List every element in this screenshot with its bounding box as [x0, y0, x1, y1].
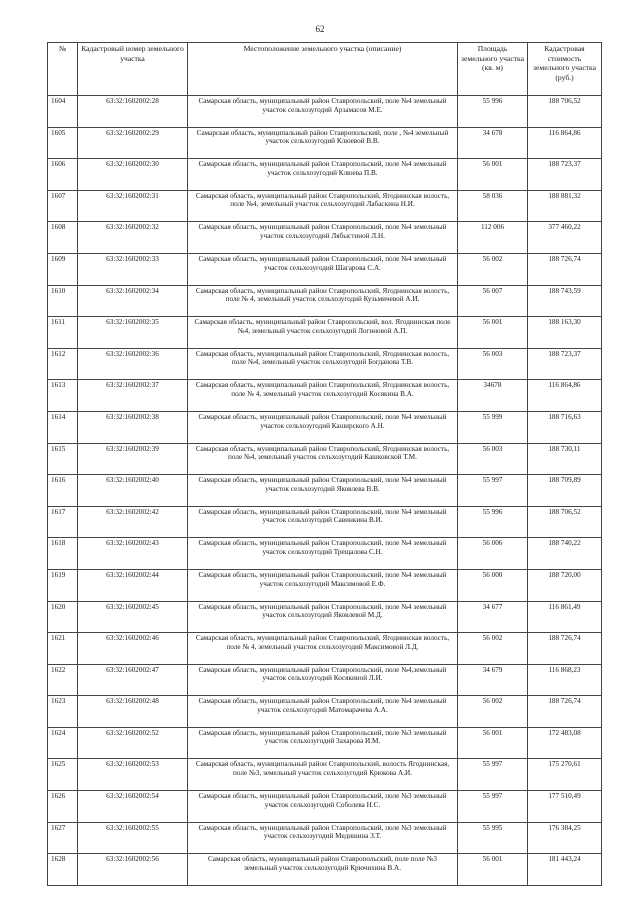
cadastral-cost: 188 706,52 — [528, 96, 602, 128]
cadastral-number: 63:32:1602002:48 — [78, 696, 188, 728]
table-row — [48, 791, 602, 823]
area-value: 55 999 — [458, 411, 528, 443]
table-row — [48, 601, 602, 633]
cadastral-number: 63:32:1602002:39 — [78, 443, 188, 475]
cadastral-cost: 188 720,00 — [528, 569, 602, 601]
area-value: 55 997 — [458, 475, 528, 507]
cadastral-cost: 188 163,30 — [528, 317, 602, 349]
row-number: 1624 — [48, 727, 78, 759]
cadastral-number: 63:32:1602002:34 — [78, 285, 188, 317]
cadastral-number: 63:32:1602002:52 — [78, 727, 188, 759]
table-row — [48, 759, 602, 791]
cadastral-number: 63:32:1602002:43 — [78, 538, 188, 570]
table-row — [48, 96, 602, 128]
area-value: 34678 — [458, 380, 528, 412]
cadastral-cost: 188 706,52 — [528, 506, 602, 538]
header-cost: Кадастровая стоимость земельного участка (руб.) — [528, 43, 602, 96]
cadastral-cost: 188 726,74 — [528, 696, 602, 728]
area-value: 56 001 — [458, 727, 528, 759]
location-description: Самарская область, муниципальный район Ставропольский, Ягоднинская волость, поле № 4, земельный участок сельхозугодий Максимовой Л.Д. — [188, 633, 458, 665]
header-num: № — [48, 43, 78, 96]
cadastral-number: 63:32:1602002:40 — [78, 475, 188, 507]
location-description: Самарская область, муниципальный район Ставропольский, поле №4 земельный участок сельхозугодий Арзамасов М.Е. — [188, 96, 458, 128]
area-value: 56 001 — [458, 317, 528, 349]
table-row — [48, 633, 602, 665]
location-description: Самарская область, муниципальный район Ставропольский, вол. Ягоднинская поле №4, земельный участок сельхозугодий Логиновой А.П. — [188, 317, 458, 349]
location-description: Самарская область, муниципальный район Ставропольский, поле №3 земельный участок сельхозугодий Соболева Н.С. — [188, 791, 458, 823]
location-description: Самарская область, муниципальный район Ставропольский, поле №3 земельный участок сельхозугодий Медишина З.Т. — [188, 822, 458, 854]
table-row — [48, 222, 602, 254]
cadastral-number: 63:32:1602002:45 — [78, 601, 188, 633]
cadastral-cost: 188 723,37 — [528, 348, 602, 380]
location-description: Самарская область, муниципальный район Ставропольский, поле поле №3 земельный участок сельхозугодий Крючихина В.А. — [188, 854, 458, 886]
table-row — [48, 159, 602, 191]
table-row — [48, 443, 602, 475]
row-number: 1620 — [48, 601, 78, 633]
area-value: 56 001 — [458, 159, 528, 191]
cadastral-number: 63:32:1602002:37 — [78, 380, 188, 412]
cadastral-number: 63:32:1602002:38 — [78, 411, 188, 443]
location-description: Самарская область, муниципальный район Ставропольский, поле №4 земельный участок сельхозугодий Яковлева В.В. — [188, 475, 458, 507]
location-description: Самарская область, муниципальный район Ставропольский, Ягоднинская волость, поле № 4, земельный участок сельхозугодий Кузьмичевой А.И. — [188, 285, 458, 317]
location-description: Самарская область, муниципальный район Ставропольский, Ягоднинская волость, поле №4, земельный участок сельхозугодий Лабаскина Н.И. — [188, 190, 458, 222]
cadastral-cost: 188 726,74 — [528, 633, 602, 665]
table-row — [48, 127, 602, 159]
table-header-row — [48, 43, 602, 96]
cadastral-cost: 188 709,89 — [528, 475, 602, 507]
cadastral-cost: 172 483,08 — [528, 727, 602, 759]
cadastral-number: 63:32:1602002:36 — [78, 348, 188, 380]
row-number: 1616 — [48, 475, 78, 507]
area-value: 56 002 — [458, 633, 528, 665]
cadastral-cost: 176 384,25 — [528, 822, 602, 854]
cadastral-number: 63:32:1602002:53 — [78, 759, 188, 791]
row-number: 1628 — [48, 854, 78, 886]
location-description: Самарская область, муниципальный район Ставропольский, Ягоднинская волость, поле № 4, земельный участок сельхозугодий Косякина В.А. — [188, 380, 458, 412]
table-row — [48, 348, 602, 380]
cadastral-number: 63:32:1602002:55 — [78, 822, 188, 854]
table-row — [48, 538, 602, 570]
location-description: Самарская область, муниципальный район Ставропольский, поле №4,земельный участок сельхозугодий Косякиной Л.И. — [188, 664, 458, 696]
location-description: Самарская область, муниципальный район Ставропольский, поле №4 земельный участок сельхозугодий Клюева П.В. — [188, 159, 458, 191]
land-registry-table — [47, 42, 602, 886]
cadastral-cost: 188 726,74 — [528, 253, 602, 285]
area-value: 55 996 — [458, 96, 528, 128]
area-value: 55 995 — [458, 822, 528, 854]
row-number: 1608 — [48, 222, 78, 254]
row-number: 1622 — [48, 664, 78, 696]
row-number: 1607 — [48, 190, 78, 222]
cadastral-number: 63:32:1602002:33 — [78, 253, 188, 285]
cadastral-cost: 116 868,23 — [528, 664, 602, 696]
cadastral-cost: 188 730,11 — [528, 443, 602, 475]
cadastral-cost: 177 510,49 — [528, 791, 602, 823]
area-value: 56 006 — [458, 538, 528, 570]
cadastral-cost: 188 723,37 — [528, 159, 602, 191]
cadastral-cost: 377 460,22 — [528, 222, 602, 254]
location-description: Самарская область, муниципальный район Ставропольский, поле №3 земельный участок сельхозугодий Захарова И.М. — [188, 727, 458, 759]
page-number: 62 — [315, 24, 325, 34]
row-number: 1623 — [48, 696, 78, 728]
cadastral-number: 63:32:1602002:54 — [78, 791, 188, 823]
area-value: 56 002 — [458, 253, 528, 285]
table-row — [48, 317, 602, 349]
cadastral-number: 63:32:1602002:56 — [78, 854, 188, 886]
cadastral-cost: 188 740,22 — [528, 538, 602, 570]
cadastral-cost: 175 270,61 — [528, 759, 602, 791]
row-number: 1610 — [48, 285, 78, 317]
cadastral-cost: 181 443,24 — [528, 854, 602, 886]
table-row — [48, 664, 602, 696]
table-body — [48, 96, 602, 886]
location-description: Самарская область, муниципальный район Ставропольский, Ягоднинская волость, поле №4, земельный участок сельхозугодий Богданова Т.В. — [188, 348, 458, 380]
row-number: 1604 — [48, 96, 78, 128]
header-cadastral: Кадастровый номер земельного участка — [78, 43, 188, 96]
cadastral-cost: 116 864,86 — [528, 127, 602, 159]
area-value: 56 003 — [458, 443, 528, 475]
row-number: 1609 — [48, 253, 78, 285]
cadastral-number: 63:32:1602002:35 — [78, 317, 188, 349]
area-value: 56 002 — [458, 696, 528, 728]
area-value: 58 036 — [458, 190, 528, 222]
table-row — [48, 696, 602, 728]
area-value: 55 996 — [458, 506, 528, 538]
header-area: Площадь земельного участка (кв. м) — [458, 43, 528, 96]
area-value: 56 000 — [458, 569, 528, 601]
area-value: 34 677 — [458, 601, 528, 633]
cadastral-number: 63:32:1602002:29 — [78, 127, 188, 159]
cadastral-number: 63:32:1602002:30 — [78, 159, 188, 191]
row-number: 1626 — [48, 791, 78, 823]
row-number: 1613 — [48, 380, 78, 412]
cadastral-number: 63:32:1602002:42 — [78, 506, 188, 538]
table-row — [48, 253, 602, 285]
area-value: 56 007 — [458, 285, 528, 317]
location-description: Самарская область, муниципальный район Ставропольский, поле , №4 земельный участок сельхозугодий Клюевой В.В. — [188, 127, 458, 159]
cadastral-cost: 188 881,32 — [528, 190, 602, 222]
row-number: 1615 — [48, 443, 78, 475]
table-row — [48, 822, 602, 854]
cadastral-cost: 188 743,59 — [528, 285, 602, 317]
table-row — [48, 475, 602, 507]
table-row — [48, 285, 602, 317]
location-description: Самарская область, муниципальный район Ставропольский, поле №4 земельный участок сельхозугодий Лябыстиной Л.Н. — [188, 222, 458, 254]
area-value: 34 678 — [458, 127, 528, 159]
area-value: 56 003 — [458, 348, 528, 380]
cadastral-number: 63:32:1602002:32 — [78, 222, 188, 254]
area-value: 34 679 — [458, 664, 528, 696]
row-number: 1619 — [48, 569, 78, 601]
row-number: 1618 — [48, 538, 78, 570]
row-number: 1627 — [48, 822, 78, 854]
area-value: 55 997 — [458, 791, 528, 823]
row-number: 1621 — [48, 633, 78, 665]
table-row — [48, 727, 602, 759]
cadastral-number: 63:32:1602002:31 — [78, 190, 188, 222]
cadastral-cost: 116 861,49 — [528, 601, 602, 633]
row-number: 1605 — [48, 127, 78, 159]
row-number: 1611 — [48, 317, 78, 349]
header-location: Местоположение земельного участка (описание) — [188, 43, 458, 96]
cadastral-number: 63:32:1602002:46 — [78, 633, 188, 665]
row-number: 1606 — [48, 159, 78, 191]
table-row — [48, 380, 602, 412]
location-description: Самарская область, муниципальный район Ставропольский, поле №4 земельный участок сельхозугодий Каширского А.Н. — [188, 411, 458, 443]
location-description: Самарская область, муниципальный район Ставропольский, поле №4 земельный участок сельхозугодий Савинкина В.И. — [188, 506, 458, 538]
cadastral-number: 63:32:1602002:47 — [78, 664, 188, 696]
table-row — [48, 569, 602, 601]
table-row — [48, 506, 602, 538]
cadastral-number: 63:32:1602002:28 — [78, 96, 188, 128]
location-description: Самарская область, муниципальный район Ставропольский, поле №4 земельный участок сельхозугодий Матомарачева А.А. — [188, 696, 458, 728]
row-number: 1617 — [48, 506, 78, 538]
location-description: Самарская область, муниципальный район Ставропольский, поле №4 земельный участок сельхозугодий Трещалова С.Н. — [188, 538, 458, 570]
location-description: Самарская область, муниципальный район Ставропольский, поле №4 земельный участок сельхозугодий Яковлевой М.Д. — [188, 601, 458, 633]
row-number: 1625 — [48, 759, 78, 791]
row-number: 1614 — [48, 411, 78, 443]
area-value: 112 006 — [458, 222, 528, 254]
location-description: Самарская область, муниципальный район Ставропольский, поле №4 земельный участок сельхозугодий Шагарова С.А. — [188, 253, 458, 285]
location-description: Самарская область, муниципальный район Ставропольский, поле №4 земельный участок сельхозугодий Максимовой Е.Ф. — [188, 569, 458, 601]
cadastral-cost: 188 716,63 — [528, 411, 602, 443]
cadastral-number: 63:32:1602002:44 — [78, 569, 188, 601]
area-value: 56 001 — [458, 854, 528, 886]
location-description: Самарская область, муниципальный район Ставропольский, Ягоднинская волость, поле №4, земельный участок сельхозугодий Кашковской Т.М. — [188, 443, 458, 475]
table-row — [48, 854, 602, 886]
table-row — [48, 190, 602, 222]
location-description: Самарская область, муниципальный район Ставропольский, волость Ягоднинская, поле №3, земельный участок сельхозугодий Крюкова А.И. — [188, 759, 458, 791]
cadastral-cost: 116 864,86 — [528, 380, 602, 412]
area-value: 55 997 — [458, 759, 528, 791]
table-row — [48, 411, 602, 443]
row-number: 1612 — [48, 348, 78, 380]
